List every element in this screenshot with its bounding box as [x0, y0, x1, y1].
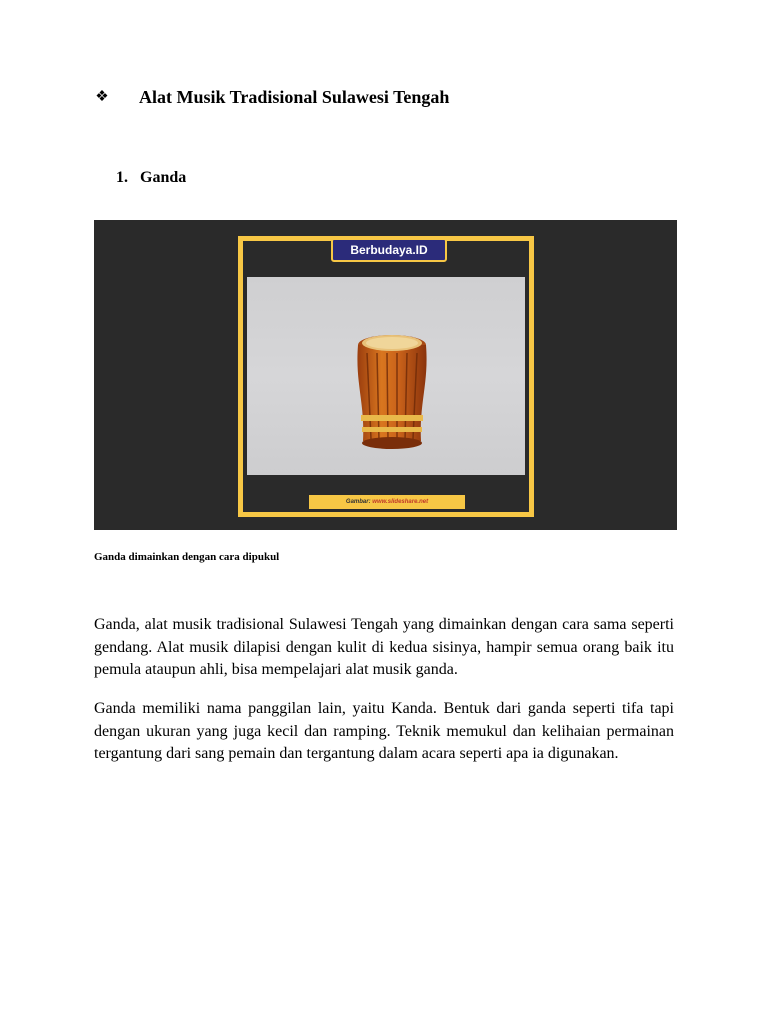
paragraph-2: Ganda memiliki nama panggilan lain, yaitu Kanda. Bentuk dari ganda seperti tifa tapi dengan ukuran yang juga kecil dan ramping. Teknik memukul dan kelihaian permainan tergantung dari sang pemain dan tergantung dalam acara seperti apa ia digunakan. [94, 700, 674, 762]
image-frame [238, 236, 534, 517]
ganda-drum-illustration [347, 323, 437, 453]
source-url: www.slideshare.net [372, 499, 429, 505]
brand-badge: Berbudaya.ID [331, 238, 447, 262]
figure-caption: Ganda dimainkan dengan cara dipukul [94, 551, 280, 563]
figure-image [94, 220, 677, 530]
section-title: Alat Musik Tradisional Sulawesi Tengah [139, 87, 450, 107]
image-backdrop [247, 277, 525, 475]
item-number: 1. [116, 169, 128, 186]
image-source-credit [309, 495, 465, 509]
item-title: Ganda [140, 169, 187, 186]
paragraph-1: Ganda, alat musik tradisional Sulawesi Tengah yang dimainkan dengan cara sama seperti gendang. Alat musik dilapisi dengan kulit di kedua sisinya, hampir semua orang baik itu pemula ataupun ahli, bisa mempelajari alat musik ganda. [94, 616, 674, 678]
item-heading [116, 168, 186, 188]
source-prefix: Gambar: [345, 499, 371, 505]
diamond-bullet-icon: ❖ [95, 89, 109, 105]
section-heading-row [94, 86, 450, 108]
